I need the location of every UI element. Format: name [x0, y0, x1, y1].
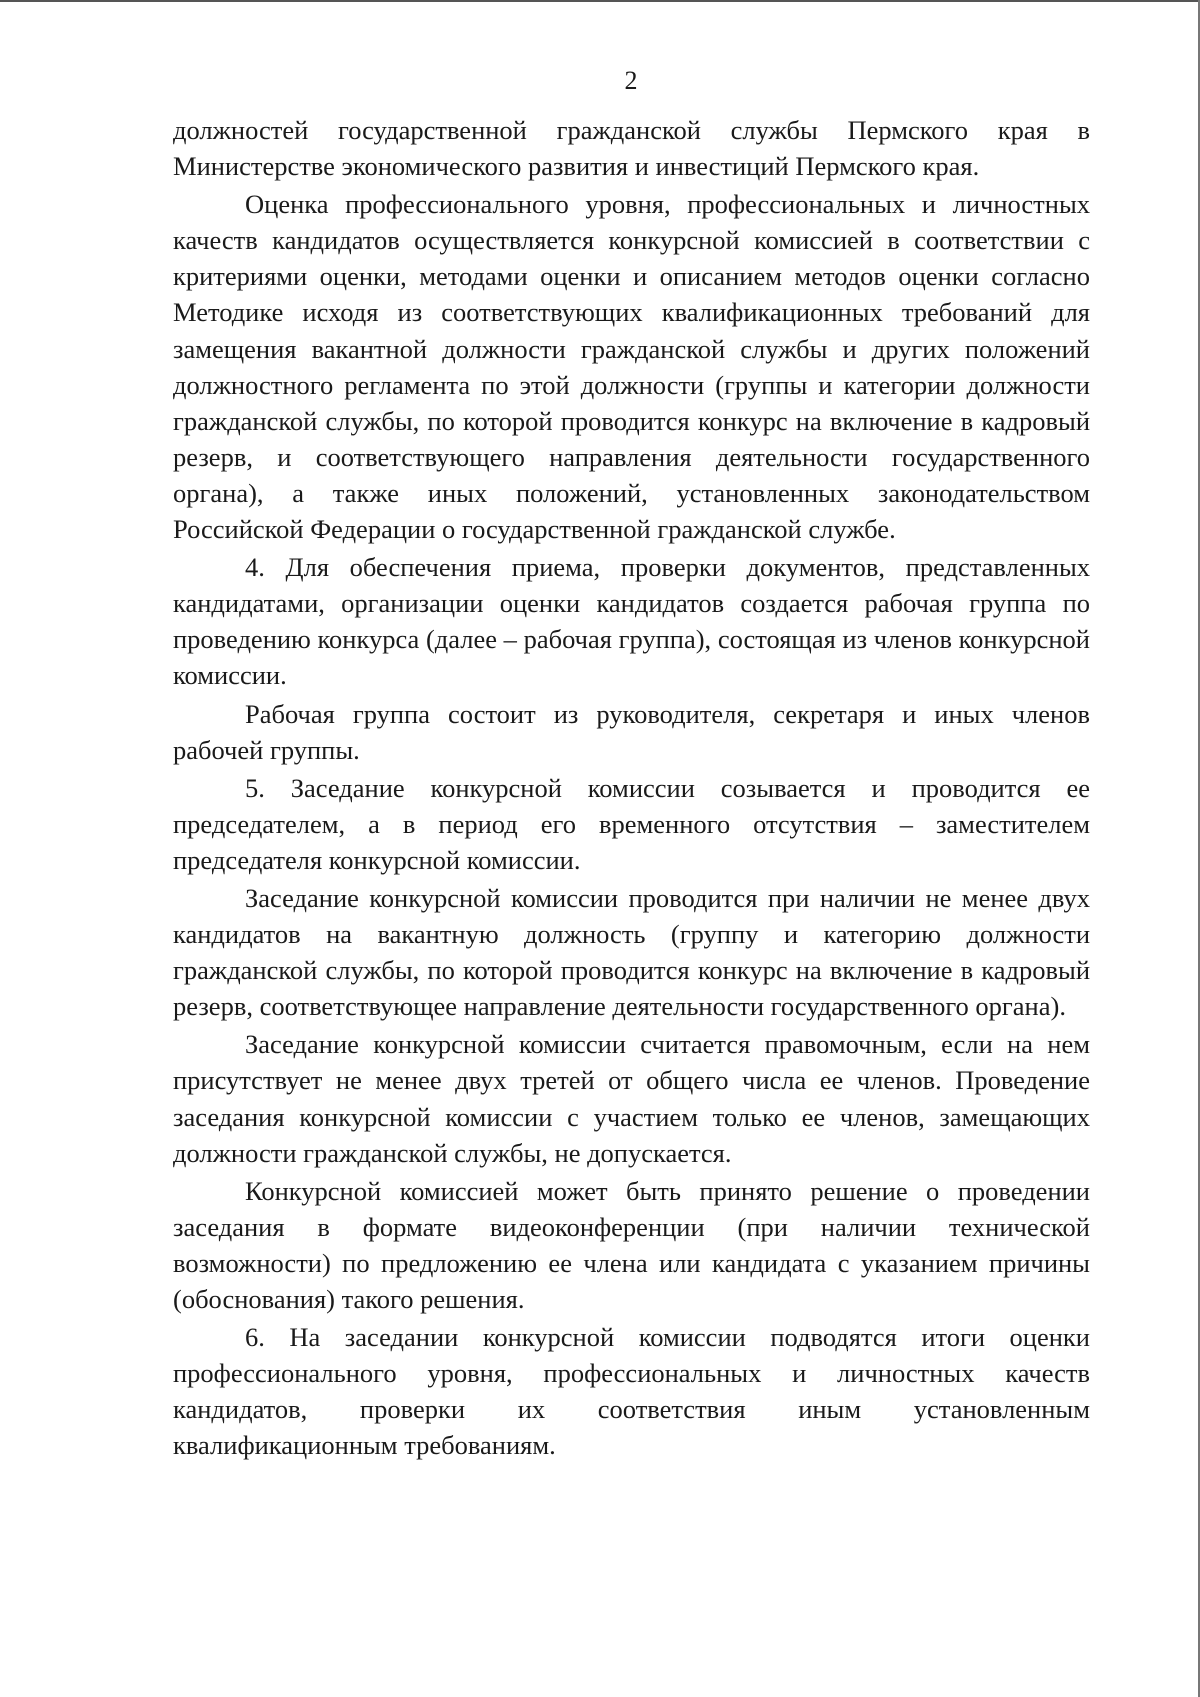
paragraph-working-group: Рабочая группа состоит из руководителя, секретаря и иных членов рабочей группы.: [173, 698, 1090, 765]
paragraph-assessment: Оценка профессионального уровня, профессиональных и личностных качеств кандидатов осуществляется конкурсной комиссией в соответствии с критериями оценки, методами оценки и описанием методов оценки согласно Методике исходя из соответствующих квалификационных требований для замещения вакантной должности гражданской службы и других положений должностного регламента по этой должности (группы и категории должности гражданской службы, по которой проводится конкурс на включение в кадровый резерв, и соответствующего направления деятельности государственного органа), а также иных положений, установленных законодательством Российской Федерации о государственной гражданской службе.: [173, 189, 1090, 545]
paragraph-quorum-candidates: Заседание конкурсной комиссии проводится при наличии не менее двух кандидатов на вакантную должность (группу и категорию должности гражданской службы, по которой проводится конкурс на включение в кадровый резерв, соответствующее направление деятельности государственного органа).: [173, 882, 1090, 1022]
paragraph-videoconference: Конкурсной комиссией может быть принято решение о проведении заседания в формате видеоконференции (при наличии технической возможности) по предложению ее члена или кандидата с указанием причины (обоснования) такого решения.: [173, 1175, 1090, 1314]
paragraph-item-4: 4. Для обеспечения приема, проверки документов, представленных кандидатами, организации оценки кандидатов создается рабочая группа по проведению конкурса (далее – рабочая группа), состоящая из членов конкурсной комиссии.: [173, 552, 1090, 691]
page-border-top: [0, 0, 1200, 2]
paragraph-item-6: 6. На заседании конкурсной комиссии подводятся итоги оценки профессионального уровня, профессиональных и личностных качеств кандидатов, проверки их соответствия иным установленным квалификационным требованиям.: [173, 1322, 1090, 1461]
paragraph-continuation: должностей государственной гражданской службы Пермского края в Министерстве экономического развития и инвестиций Пермского края.: [173, 115, 1090, 182]
paragraph-quorum-members: Заседание конкурсной комиссии считается правомочным, если на нем присутствует не менее двух третей от общего числа ее членов. Проведение заседания конкурсной комиссии с участием только ее членов, замещающих должности гражданской службы, не допускается.: [173, 1029, 1090, 1168]
paragraph-item-5: 5. Заседание конкурсной комиссии созывается и проводится ее председателем, а в период его временного отсутствия – заместителем председателя конкурсной комиссии.: [173, 772, 1090, 875]
page-number: 2: [624, 66, 638, 95]
document-body: [173, 112, 1090, 1465]
